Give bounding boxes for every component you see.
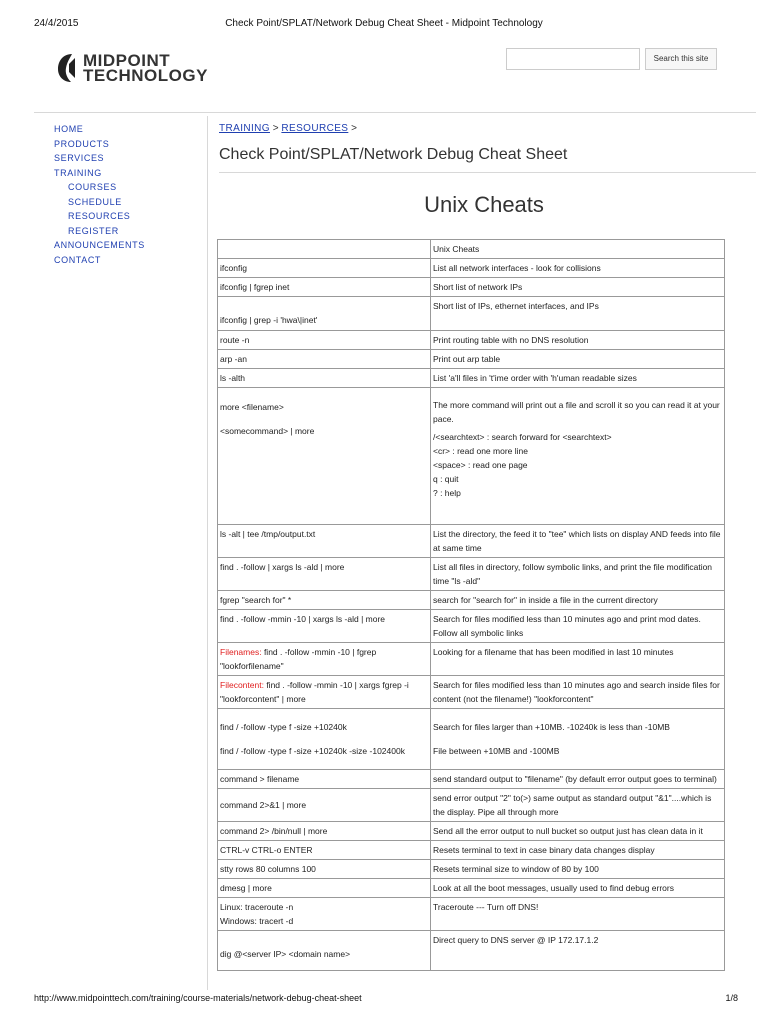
title-divider <box>219 172 756 173</box>
cmd-line: find / -follow -type f -size +10240k <box>220 722 347 732</box>
desc-line: Search for files larger than +10MB. -10240k is less than -10MB <box>433 722 670 732</box>
search-button[interactable]: Search this site <box>645 48 717 70</box>
table-header-cell: Unix Cheats <box>431 240 725 259</box>
cmd-line: Linux: traceroute -n <box>220 902 294 912</box>
desc-line: q : quit <box>433 474 459 484</box>
desc-cell: send error output "2" to(>) same output as standard output "&1"....which is the display. Pipe all through more <box>431 789 725 822</box>
filenames-label: Filenames: <box>220 647 262 657</box>
cmd-cell <box>218 388 431 525</box>
table-row <box>218 278 725 297</box>
desc-cell <box>431 709 725 770</box>
table-row <box>218 591 725 610</box>
cmd-cell: find . -follow -mmin -10 | xargs ls -ald | more <box>218 610 431 643</box>
table-row <box>218 388 725 525</box>
cmd-line: Windows: tracert -d <box>220 916 294 926</box>
print-header <box>0 18 768 32</box>
cmd-line: <somecommand> | more <box>220 426 315 436</box>
page-title: Check Point/SPLAT/Network Debug Cheat Sheet <box>219 146 568 163</box>
cmd-text: ifconfig | grep -i 'hwa\|inet' <box>220 314 318 325</box>
table-row <box>218 931 725 971</box>
cmd-cell: stty rows 80 columns 100 <box>218 860 431 879</box>
header-divider <box>34 112 756 113</box>
desc-cell: send standard output to "filename" (by default error output goes to terminal) <box>431 770 725 789</box>
table-row <box>218 259 725 278</box>
nav-courses[interactable]: COURSES <box>68 182 117 192</box>
table-row <box>218 350 725 369</box>
sidebar-divider <box>207 116 208 990</box>
desc-cell: Print out arp table <box>431 350 725 369</box>
cmd-cell: ls -alt | tee /tmp/output.txt <box>218 525 431 558</box>
desc-cell: Look at all the boot messages, usually used to find debug errors <box>431 879 725 898</box>
filecontent-label: Filecontent: <box>220 680 264 690</box>
print-url: http://www.midpointtech.com/training/course-materials/network-debug-cheat-sheet <box>34 993 362 1003</box>
cmd-cell: ifconfig | fgrep inet <box>218 278 431 297</box>
nav-resources[interactable]: RESOURCES <box>68 211 131 221</box>
table-header-empty-cell <box>218 240 431 259</box>
cmd-cell <box>218 643 431 676</box>
desc-line: The more command will print out a file and scroll it so you can read it at your pace. <box>433 400 720 424</box>
breadcrumb-separator: > <box>351 123 357 134</box>
table-row <box>218 297 725 331</box>
desc-cell: Send all the error output to null bucket so output just has clean data in it <box>431 822 725 841</box>
cmd-text: find . -follow -mmin -10 | fgrep "lookforfilename" <box>220 647 377 671</box>
nav-services[interactable]: SERVICES <box>54 153 105 163</box>
logo-line-2: TECHNOLOGY <box>83 66 208 85</box>
desc-line: <space> : read one page <box>433 460 528 470</box>
table-row <box>218 860 725 879</box>
table-row <box>218 525 725 558</box>
cmd-cell <box>218 709 431 770</box>
cmd-cell: find . -follow | xargs ls -ald | more <box>218 558 431 591</box>
desc-cell: search for "search for" in inside a file in the current directory <box>431 591 725 610</box>
cmd-cell <box>218 931 431 971</box>
cmd-cell: command 2> /bin/null | more <box>218 822 431 841</box>
desc-cell: List 'a'll files in 't'ime order with 'h'uman readable sizes <box>431 369 725 388</box>
nav-announcements[interactable]: ANNOUNCEMENTS <box>54 240 145 250</box>
desc-cell: Resets terminal to text in case binary data changes display <box>431 841 725 860</box>
table-row <box>218 610 725 643</box>
table-row <box>218 676 725 709</box>
desc-cell: Search for files modified less than 10 minutes ago and print mod dates. Follow all symbolic links <box>431 610 725 643</box>
cmd-cell: ifconfig <box>218 259 431 278</box>
cmd-cell: command > filename <box>218 770 431 789</box>
print-page-title: Check Point/SPLAT/Network Debug Cheat Sheet - Midpoint Technology <box>225 18 543 29</box>
desc-cell: Print routing table with no DNS resolution <box>431 331 725 350</box>
desc-cell: Looking for a filename that has been modified in last 10 minutes <box>431 643 725 676</box>
cmd-cell: route -n <box>218 331 431 350</box>
cmd-cell: ls -alth <box>218 369 431 388</box>
nav-schedule[interactable]: SCHEDULE <box>68 196 122 207</box>
search-input[interactable] <box>506 48 640 70</box>
table-row <box>218 369 725 388</box>
table-row <box>218 331 725 350</box>
cmd-cell: CTRL-v CTRL-o ENTER <box>218 841 431 860</box>
table-row <box>218 770 725 789</box>
desc-cell: List all network interfaces - look for collisions <box>431 259 725 278</box>
nav-register[interactable]: REGISTER <box>68 225 119 236</box>
cmd-cell: arp -an <box>218 350 431 369</box>
cmd-cell: command 2>&1 | more <box>218 789 431 822</box>
desc-cell: Search for files modified less than 10 minutes ago and search inside files for content (not the filename!) "lookforcontent" <box>431 676 725 709</box>
desc-line: File between +10MB and -100MB <box>433 746 560 756</box>
table-row <box>218 789 725 822</box>
table-row <box>218 709 725 770</box>
breadcrumb <box>219 123 357 134</box>
cmd-text: find . -follow -mmin -10 | xargs fgrep -i "lookforcontent" | more <box>220 680 409 704</box>
sidebar-nav <box>54 122 145 267</box>
desc-line: <cr> : read one more line <box>433 446 528 456</box>
desc-line: ? : help <box>433 488 461 498</box>
desc-cell: Traceroute --- Turn off DNS! <box>431 898 725 931</box>
logo-line-1: MIDPOINT <box>83 51 171 70</box>
desc-cell: Short list of network IPs <box>431 278 725 297</box>
table-row <box>218 841 725 860</box>
table-row <box>218 898 725 931</box>
table-row <box>218 643 725 676</box>
nav-contact[interactable]: CONTACT <box>54 254 102 265</box>
print-page-number: 1/8 <box>725 993 738 1003</box>
nav-training[interactable]: TRAINING <box>54 167 102 178</box>
desc-cell <box>431 388 725 525</box>
table-row <box>218 822 725 841</box>
nav-home[interactable]: HOME <box>54 124 84 134</box>
desc-cell: Direct query to DNS server @ IP 172.17.1.2 <box>431 931 725 971</box>
cmd-text: dig @<server IP> <domain name> <box>220 948 351 959</box>
breadcrumb-training-link[interactable]: TRAINING <box>219 123 270 134</box>
table-row <box>218 558 725 591</box>
breadcrumb-resources-link[interactable]: RESOURCES <box>281 123 349 134</box>
print-footer <box>0 993 768 1007</box>
cmd-cell: dmesg | more <box>218 879 431 898</box>
table-row <box>218 879 725 898</box>
desc-cell: Resets terminal size to window of 80 by 100 <box>431 860 725 879</box>
unix-cheats-table <box>217 239 725 971</box>
desc-cell: Short list of IPs, ethernet interfaces, and IPs <box>431 297 725 331</box>
nav-products[interactable]: PRODUCTS <box>54 138 110 149</box>
cmd-cell <box>218 297 431 331</box>
midpoint-logo[interactable] <box>56 52 236 88</box>
cmd-line: more <filename> <box>220 402 284 412</box>
desc-line: /<searchtext> : search forward for <searchtext> <box>433 432 612 442</box>
cmd-cell: fgrep "search for" * <box>218 591 431 610</box>
logo-mark-icon <box>56 52 86 84</box>
desc-cell: List the directory, the feed it to "tee" which lists on display AND feeds into file at same time <box>431 525 725 558</box>
cmd-cell <box>218 898 431 931</box>
cmd-line: find / -follow -type f -size +10240k -size -102400k <box>220 746 405 756</box>
cmd-cell <box>218 676 431 709</box>
table-header-row <box>218 240 725 259</box>
desc-cell: List all files in directory, follow symbolic links, and print the file modification time "ls -ald" <box>431 558 725 591</box>
breadcrumb-separator: > <box>272 123 279 134</box>
print-date: 24/4/2015 <box>34 18 79 29</box>
section-title: Unix Cheats <box>424 192 544 217</box>
